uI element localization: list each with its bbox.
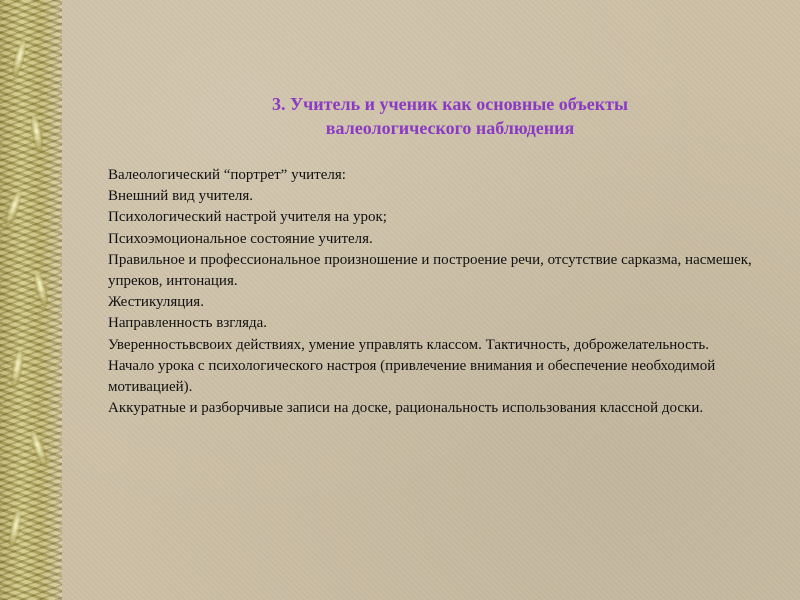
leaf-highlight: [2, 189, 24, 228]
slide-title: 3. Учитель и ученик как основные объекты валеологического наблюдения: [271, 94, 629, 138]
body-line: Начало урока с психологического настроя (привлечение внимания и обеспечение необходимой мотивацией).: [108, 357, 716, 396]
decorative-texture-strip: [0, 0, 62, 600]
leaf-highlight: [9, 349, 25, 388]
body-line: Жестикуляция.: [108, 294, 204, 311]
leaf-highlight: [29, 114, 45, 153]
body-line: Психоэмоциональное состояние учителя.: [108, 230, 373, 247]
leaf-highlight: [28, 429, 50, 468]
body-line: Уверенностьвсвоих действиях, умение управлять классом. Тактичность, доброжелательность.: [108, 336, 709, 353]
leaf-highlight: [31, 269, 50, 308]
body-line: Аккуратные и разборчивые записи на доске, рациональность использования классной доски.: [108, 400, 704, 417]
body-line: Направленность взгляда.: [108, 315, 268, 332]
body-line: Валеологический “портрет” учителя:: [108, 167, 346, 183]
body-line: Внешний вид учителя.: [108, 188, 253, 205]
slide-body: [108, 165, 798, 419]
body-line: Правильное и профессиональное произношение и построение речи, отсутствие сарказма, насмешек, упреков, интонация.: [108, 251, 752, 290]
body-line: Психологический настрой учителя на урок;: [108, 209, 387, 226]
leaf-highlight: [6, 509, 24, 548]
leaf-highlight: [9, 39, 28, 78]
